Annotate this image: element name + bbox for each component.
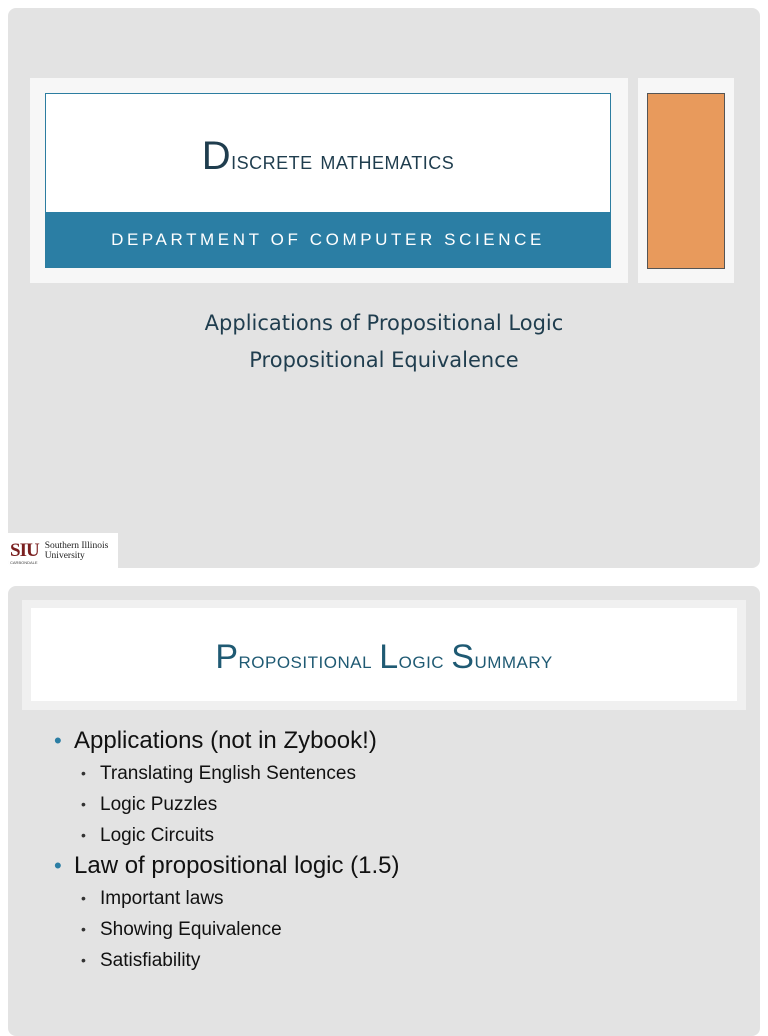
sub-bullet-item: • Showing Equivalence — [54, 914, 400, 945]
title-word: ogic — [398, 647, 452, 674]
title-word: ropositional — [238, 647, 380, 674]
department-band — [46, 212, 610, 267]
logo-tagline: CARBONDALE — [10, 559, 38, 565]
summary-slide — [8, 586, 760, 1036]
title-box — [45, 93, 611, 268]
bullet-list — [54, 726, 400, 976]
slide-title-initial: D — [201, 134, 232, 178]
siu-logo-mark — [10, 539, 39, 565]
sub-bullet-item: • Important laws — [54, 883, 400, 914]
title-word: ummary — [474, 647, 553, 674]
department-subtitle: DEPARTMENT OF COMPUTER SCIENCE — [111, 229, 545, 249]
logo-university-name: Southern Illinois University — [44, 540, 109, 561]
accent-frame — [638, 78, 734, 283]
sub-bullet-item: • Translating English Sentences — [54, 758, 400, 789]
sub-bullet-item: • Logic Circuits — [54, 820, 400, 851]
accent-block — [647, 93, 725, 269]
title-initial: S — [451, 638, 475, 676]
title-frame — [30, 78, 628, 283]
bullet-item: • Law of propositional logic (1.5) — [54, 851, 400, 881]
siu-letters: SIU — [10, 539, 39, 561]
slide-title-rest: iscrete mathematics — [231, 145, 455, 175]
title-initial: P — [215, 638, 239, 676]
summary-title-frame — [22, 600, 746, 710]
title-initial: L — [379, 638, 399, 676]
sub-bullet-item: • Satisfiability — [54, 945, 400, 976]
bullet-item: • Applications (not in Zybook!) — [54, 726, 400, 756]
university-logo — [8, 533, 118, 568]
topic-line: Propositional Equivalence — [249, 348, 519, 372]
slide-topics — [8, 305, 760, 379]
title-slide — [8, 8, 760, 568]
summary-title — [31, 638, 737, 677]
summary-title-box — [31, 608, 737, 701]
sub-bullet-item: • Logic Puzzles — [54, 789, 400, 820]
topic-line: Applications of Propositional Logic — [204, 311, 564, 335]
slide-title — [46, 134, 610, 179]
